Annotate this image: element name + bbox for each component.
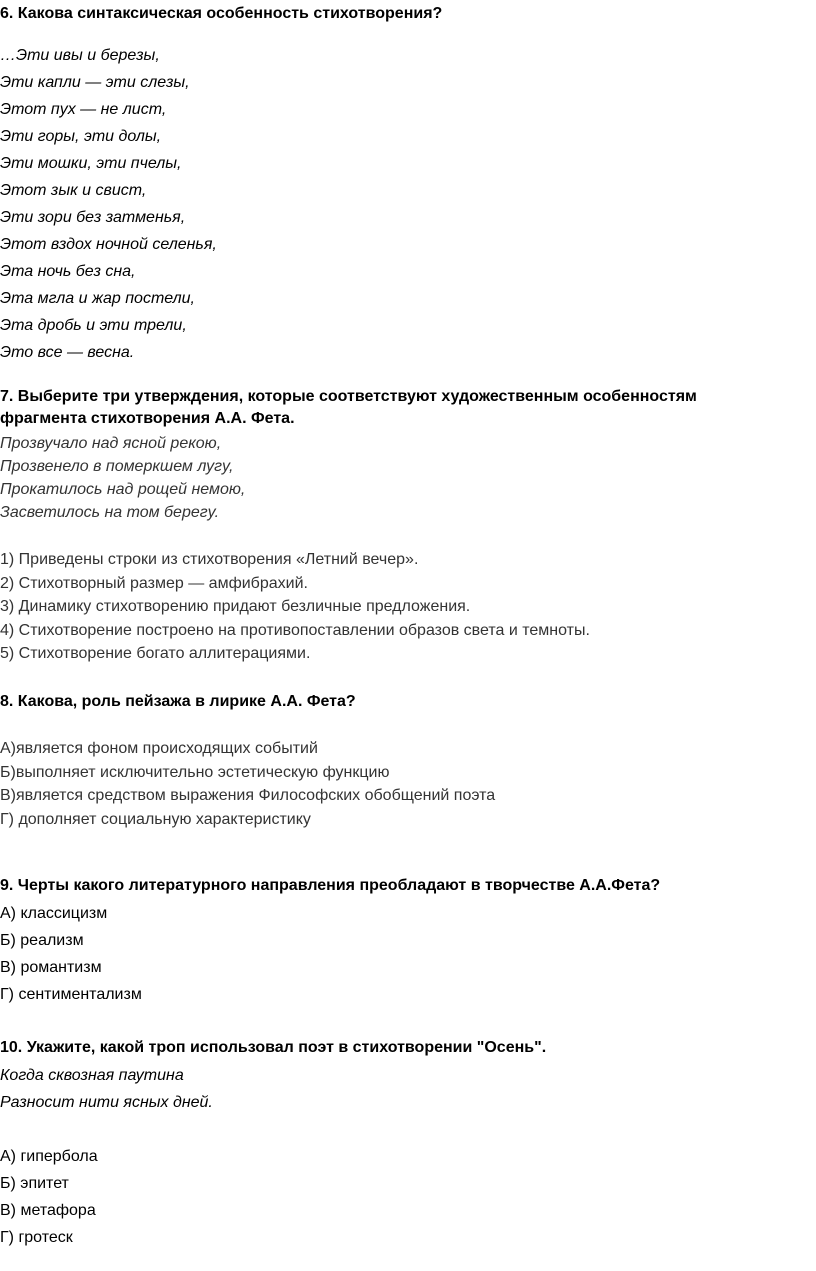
question-10-title: 10. Укажите, какой троп использовал поэт в стихотворении "Осень". [0, 1039, 547, 1056]
option-item: В) романтизм [0, 959, 102, 976]
poem-line: Прозвучало над ясной рекою, [0, 435, 222, 452]
question-7-options [0, 548, 590, 666]
poem-line: Эта мгла и жар постели, [0, 290, 195, 307]
option-item: 1) Приведены строки из стихотворения «Летний вечер». [0, 551, 419, 568]
option-item: А) гипербола [0, 1148, 98, 1165]
title-line: 7. Выберите три утверждения, которые соответствуют художественным особенностям [0, 388, 697, 405]
option-item: Г) гротеск [0, 1229, 73, 1246]
question-9-options [0, 900, 142, 1008]
poem-line: Эти горы, эти долы, [0, 128, 162, 145]
question-8-options [0, 737, 495, 831]
option-item: Б) реализм [0, 932, 84, 949]
poem-line: Эта ночь без сна, [0, 263, 136, 280]
poem-line: Этот пух — не лист, [0, 101, 167, 118]
option-item: Б) эпитет [0, 1175, 69, 1192]
question-8-title: 8. Какова, роль пейзажа в лирике А.А. Фета? [0, 693, 356, 710]
option-item: 4) Стихотворение построено на противопоставлении образов света и темноты. [0, 621, 590, 639]
poem-line: Засветилось на том берегу. [0, 504, 220, 521]
option-item: А) классицизм [0, 905, 108, 922]
poem-line: Прокатилось над рощей немою, [0, 481, 246, 498]
poem-line: Когда сквозная паутина [0, 1067, 184, 1084]
title-line: фрагмента стихотворения А.А. Фета. [0, 410, 295, 427]
poem-line: Этот вздох ночной селенья, [0, 236, 217, 253]
option-item: В) метафора [0, 1202, 96, 1219]
poem-line: Эти мошки, эти пчелы, [0, 155, 182, 172]
question-10-poem [0, 1062, 213, 1116]
option-item: 5) Стихотворение богато аллитерациями. [0, 645, 311, 662]
question-7-poem [0, 432, 245, 524]
poem-line: Эти капли — эти слезы, [0, 74, 190, 91]
poem-line: …Эти ивы и березы, [0, 47, 160, 64]
question-10-options [0, 1143, 98, 1251]
option-item: Б)выполняет исключительно эстетическую функцию [0, 763, 390, 781]
option-item: В)является средством выражения Философских обобщений поэта [0, 787, 496, 804]
poem-line: Это все — весна. [0, 344, 135, 361]
question-6-title: 6. Какова синтаксическая особенность стихотворения? [0, 5, 443, 22]
poem-line: Эта дробь и эти трели, [0, 317, 187, 334]
poem-line: Разносит нити ясных дней. [0, 1094, 213, 1111]
question-6-poem [0, 42, 217, 366]
question-9-title: 9. Черты какого литературного направления преобладают в творчестве А.А.Фета? [0, 877, 661, 894]
option-item: Г) дополняет социальную характеристику [0, 810, 311, 828]
poem-line: Прозвенело в померкшем лугу, [0, 458, 234, 475]
option-item: Г) сентиментализм [0, 986, 142, 1003]
option-item: 2) Стихотворный размер — амфибрахий. [0, 574, 308, 592]
option-item: А)является фоном происходящих событий [0, 740, 318, 757]
poem-line: Этот зык и свист, [0, 182, 147, 199]
poem-line: Эти зори без затменья, [0, 209, 186, 226]
option-item: 3) Динамику стихотворению придают безличные предложения. [0, 598, 471, 615]
question-7-title [0, 386, 697, 430]
